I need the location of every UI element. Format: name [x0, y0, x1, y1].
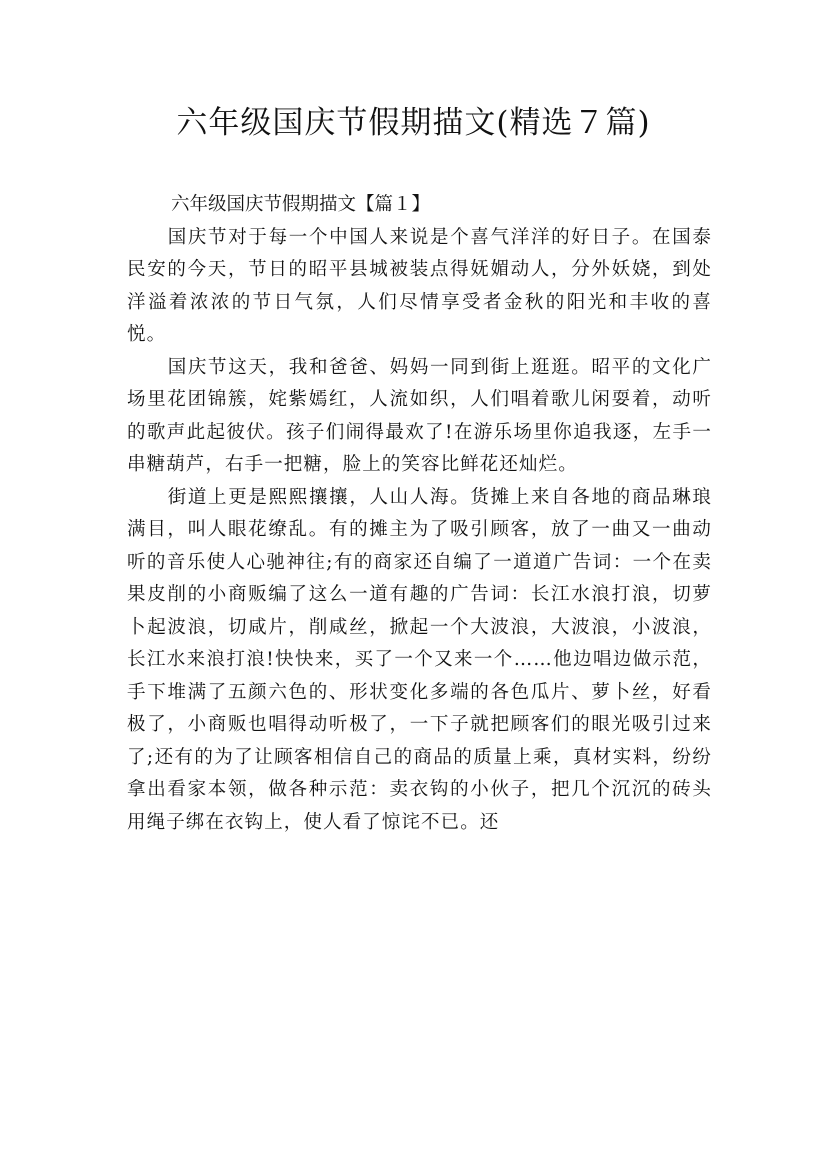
paragraph-1: 国庆节对于每一个中国人来说是个喜气洋洋的好日子。在国泰民安的今天，节日的昭平县城被装点得妩媚动人，分外妖娆，到处洋溢着浓浓的节日气氛，人们尽情享受者金秋的阳光和丰收的喜悦。 — [127, 226, 712, 345]
section-heading: 六年级国庆节假期描文【篇１】 — [171, 194, 431, 215]
paragraph-2: 国庆节这天，我和爸爸、妈妈一同到街上逛逛。昭平的文化广场里花团锦簇，姹紫嫣红，人流如织，人们唱着歌儿闲耍着，动听的歌声此起彼伏。孩子们闹得最欢了!在游乐场里你追我逐，左手一串糖葫芦，右手一把糖，脸上的笑容比鲜花还灿烂。 — [127, 356, 712, 475]
document-title: 六年级国庆节假期描文(精选７篇) — [176, 105, 651, 141]
document-body — [127, 189, 712, 839]
paragraph-3: 街道上更是熙熙攘攘，人山人海。货摊上来自各地的商品琳琅满目，叫人眼花缭乱。有的摊主为了吸引顾客，放了一曲又一曲动听的音乐使人心驰神往;有的商家还自编了一道道广告词：一个在卖果皮削的小商贩编了这么一道有趣的广告词：长江水浪打浪，切萝卜起波浪，切咸片，削咸丝，掀起一个大波浪，大波浪，小波浪，长江水来浪打浪!快快来，买了一个又来一个……他边唱边做示范，手下堆满了五颜六色的、形状变化多端的各色瓜片、萝卜丝，好看极了，小商贩也唱得动听极了，一下子就把顾客们的眼光吸引过来了;还有的为了让顾客相信自己的商品的质量上乘，真材实料，纷纷拿出看家本领，做各种示范：卖衣钩的小伙子，把几个沉沉的砖头用绳子绑在衣钩上，使人看了惊诧不已。还 — [127, 486, 712, 833]
